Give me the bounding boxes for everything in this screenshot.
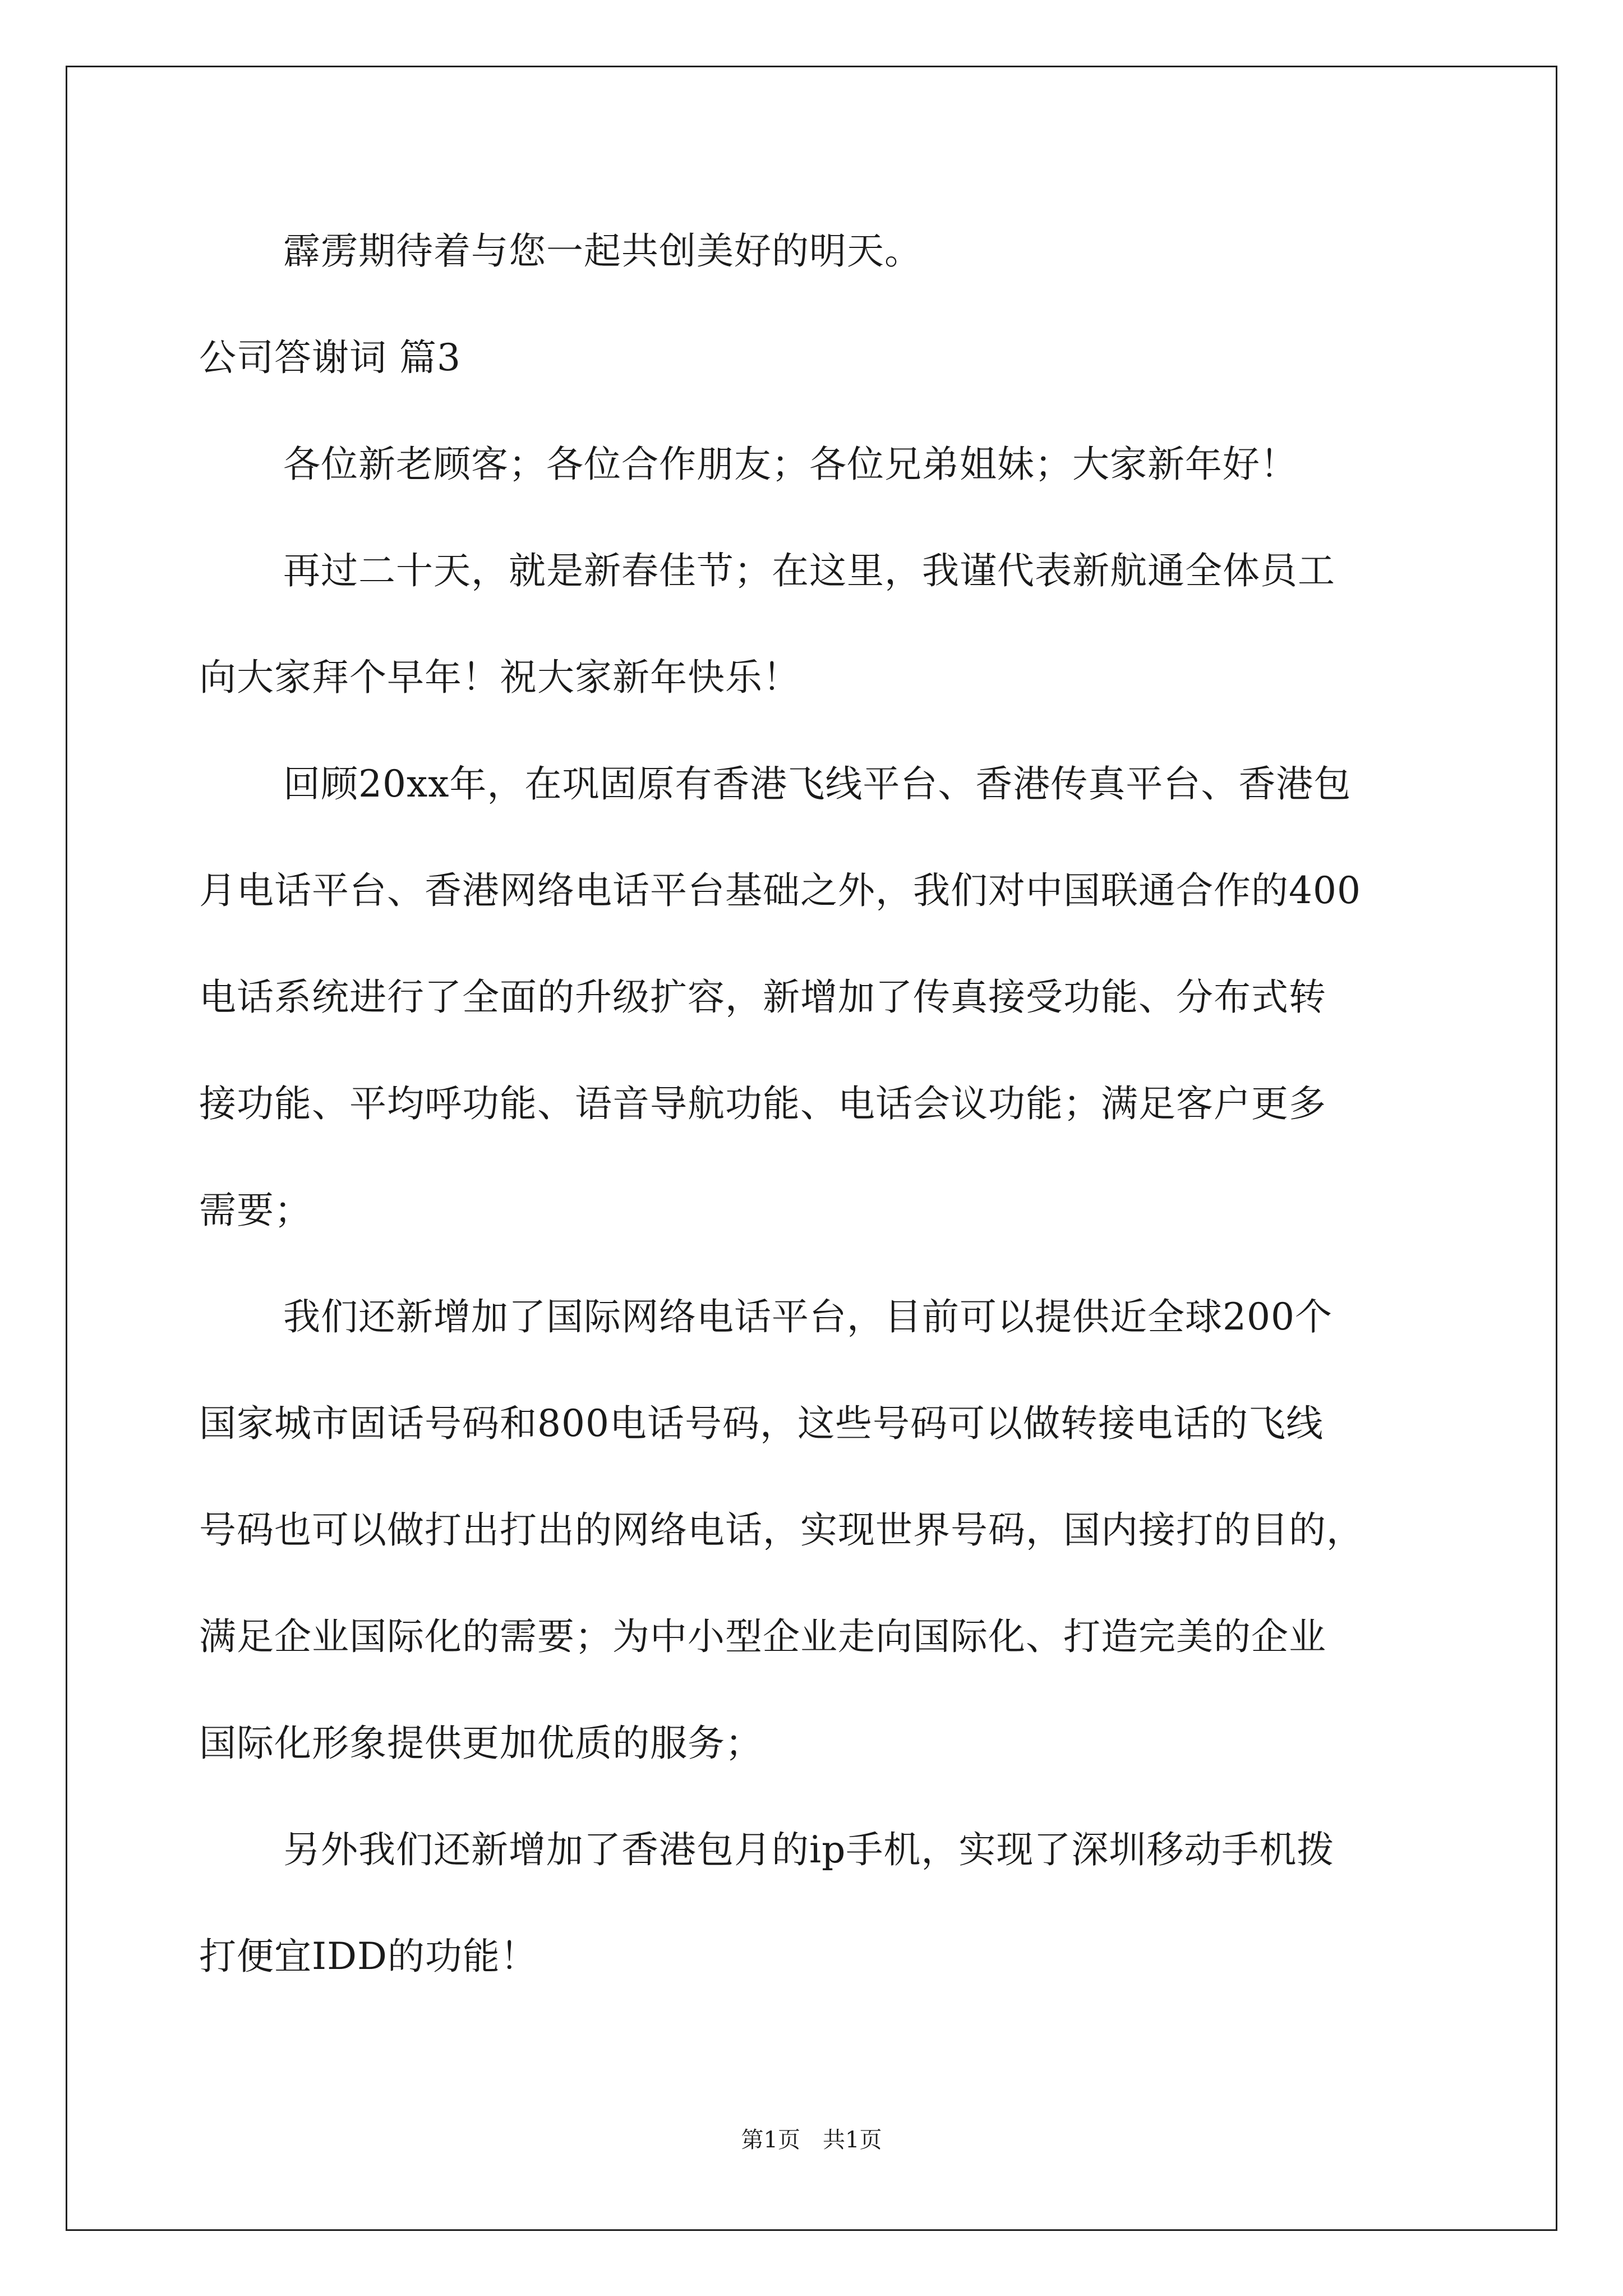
- paragraph-line: 另外我们还新增加了香港包月的ip手机，实现了深圳移动手机拨: [283, 1828, 1335, 1871]
- page-number-footer: 第1页 共1页: [741, 2127, 882, 2153]
- paragraph-line: 打便宜IDD的功能！: [199, 1935, 538, 1978]
- page-border: [66, 66, 1557, 2231]
- paragraph-line: 回顾20xx年，在巩固原有香港飞线平台、香港传真平台、香港包: [283, 762, 1352, 806]
- section-heading: 公司答谢词 篇3: [199, 336, 461, 379]
- paragraph-line: 我们还新增加了国际网络电话平台，目前可以提供近全球200个: [283, 1295, 1332, 1338]
- paragraph-line: 电话系统进行了全面的升级扩容，新增加了传真接受功能、分布式转: [199, 976, 1326, 1019]
- paragraph-line: 需要；: [199, 1189, 312, 1232]
- paragraph-line: 国际化形象提供更加优质的服务；: [199, 1722, 763, 1765]
- paragraph-line: 号码也可以做打出打出的网络电话，实现世界号码，国内接打的目的，: [199, 1508, 1364, 1552]
- paragraph-line: 接功能、平均呼功能、语音导航功能、电话会议功能；满足客户更多: [199, 1082, 1326, 1125]
- paragraph-line: 国家城市固话号码和800电话号码，这些号码可以做转接电话的飞线: [199, 1402, 1324, 1445]
- paragraph-line: 向大家拜个早年！祝大家新年快乐！: [199, 656, 800, 699]
- paragraph-line: 再过二十天，就是新春佳节；在这里，我谨代表新航通全体员工: [283, 549, 1335, 592]
- paragraph-line: 月电话平台、香港网络电话平台基础之外，我们对中国联通合作的400: [199, 869, 1361, 912]
- paragraph-line: 霹雳期待着与您一起共创美好的明天。: [283, 229, 922, 273]
- paragraph-line: 满足企业国际化的需要；为中小型企业走向国际化、打造完美的企业: [199, 1615, 1326, 1658]
- paragraph-line: 各位新老顾客；各位合作朋友；各位兄弟姐妹；大家新年好！: [283, 443, 1298, 486]
